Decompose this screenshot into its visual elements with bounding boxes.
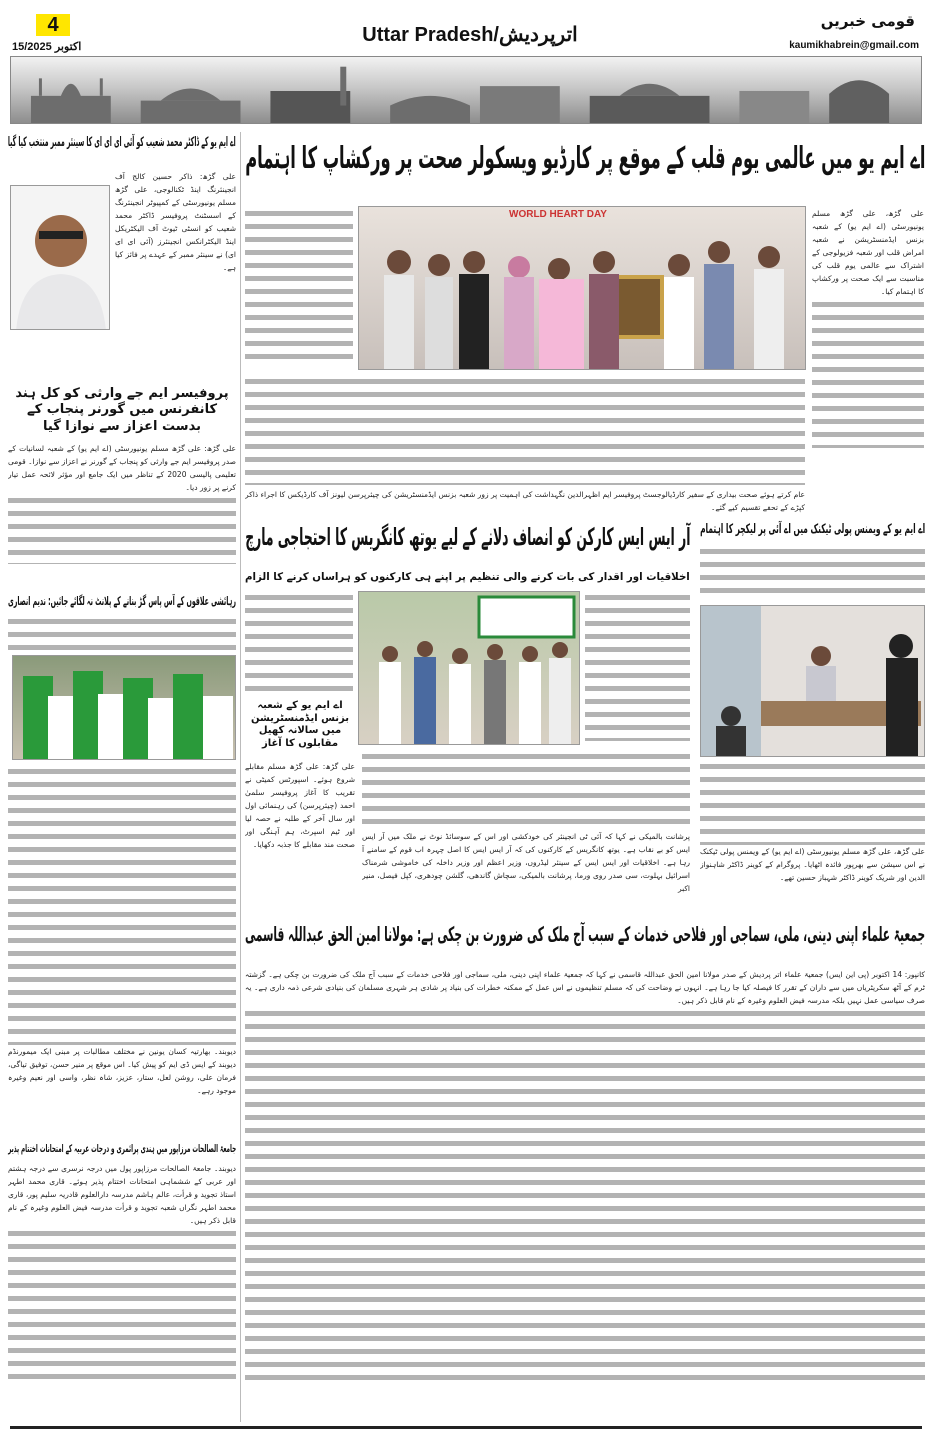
story2-headline-text: اے ایم یو کے ویمنس پولی ٹیکنک میں اے آئی پر لیکچر کا اہتمام xyxy=(699,522,925,537)
left-story4-body xyxy=(8,1162,236,1420)
story3-subheadline-text: اخلاقیات اور اقدار کی بات کرنے والی تنظیم پر اپنے ہی کارکنوں کو ہراساں کرنے کا الزام xyxy=(245,571,690,583)
story2-body xyxy=(700,760,925,915)
story3-photo xyxy=(358,591,580,745)
left-story4-text: دیوبند۔ جامعۃ الصالحات مرزاپور پول میں درجہ نرسری سے درجہ ہشتم اور عربی کے ششماہی امتحانات اختتام پذیر ہوئے۔ قاری محمد اطہر استاذ تجوید و قرأت، عالم ہاشم مدرسہ دارالعلوم قادریہ سلیم پور، قاری محمد اطہر نگراں شعبہ تجوید و قرأت مدرسہ فیض العلوم وغیرہ کے نام قابل ذکر ہیں۔ xyxy=(8,1164,236,1225)
story3-text-left xyxy=(245,591,353,695)
left-story3-text: دیوبند۔ بھارتیہ کسان یونین نے مختلف مطالبات پر مبنی ایک میمورنڈم دیوبند کے ایس ڈی ایم کو پیش کیا۔ اس موقع پر منیر حسن، توفیق تیاگی، فرمان علی، روشن لعل، ستار، عزیز، شاہ نظر، واسی اور نعیم وغیرہ موجود رہے۔ xyxy=(8,1047,236,1095)
column-divider xyxy=(240,132,241,1422)
farmers-union-photo xyxy=(12,655,236,760)
left-story4-headline-text: جامعۃ الصالحات مرزاپور میں ہندی پرائمری و درجات عربیہ کے امتحانات اختتام پذیر xyxy=(7,1143,236,1155)
left-story3-intro xyxy=(8,615,236,651)
section-title: Uttar Pradesh/اترپردیش xyxy=(362,24,578,46)
left-story2-body xyxy=(8,442,236,588)
story3-subheadline xyxy=(245,571,690,584)
doctor-portrait-photo xyxy=(10,185,110,330)
story5-body-text: کانپور: 14 اکتوبر (پی این ایس) جمعیۃ علماء اتر پردیش کے صدر مولانا امین الحق عبداللہ قاسمی نے کہا کہ جمعیۃ علماء اپنی دینی، ملی، سماجی اور فلاحی خدمات کے سبب آج ملک کی ضرورت بن چکی ہے۔ گزشتہ ٹرم کے آٹھ سکریٹریاں میں سے داران کے تقرر کا فیصلہ کیا جا رہا ہے۔ انہوں نے وضاحت کی کہ مسلم تنظیموں نے اس عمل کے ممکنہ خطرات کی بنیاد پر شادی ہر شہری مسلمان کی بنیادی شرعی ذمہ داری ہے۔ یہ صرف سیاسی عمل نہیں بلکہ مدرسہ فیض العلوم وغیرہ کے نام قابل ذکر ہیں۔ xyxy=(245,970,925,1005)
story3-body-text: پرشانت بالمیکی نے کہا کہ آئی ٹی انجینئر کی خودکشی اور اس کے سوسائڈ نوٹ نے ملک میں آر ایس ایس کو بے نقاب ہے۔ یوتھ کانگریس کے کارکنوں کی کہ آر ایس ایس کا اصل چہرہ اب قوم کے سامنے آ رہا ہے۔ اخلاقیات اور ایس ایس کے سینئر لیڈروں، وزیر اعظم اور وزیر داخلہ کی خاموشی شرمناک اسرائیل بہلوت، سی صدر روی ورما، پرشانت بالمیکی، سچاش گاندھی، گلشن چودھری، کپل فیصل، منیر اکبر xyxy=(362,832,690,893)
bottom-rule xyxy=(10,1426,922,1429)
story3-text-right xyxy=(585,591,690,741)
lead-intro xyxy=(812,207,924,507)
lead-column-text xyxy=(245,207,353,367)
story5-headline xyxy=(245,922,925,947)
lead-headline xyxy=(245,140,925,178)
story2-body-text: علی گڑھ، علی گڑھ مسلم یونیورسٹی (اے ایم یو) کے ویمنس پولی ٹیکنک نے اس سیشن سے بھرپور فائدہ اٹھایا۔ پروگرام کے کوینر ڈاکٹر شاہنواز الدین اور شریک کوینر ڈاکٹر شہباز حسین تھے۔ xyxy=(700,847,925,882)
left-story4-headline xyxy=(8,1143,236,1156)
lead-intro-text: علی گڑھ، علی گڑھ مسلم یونیورسٹی (اے ایم یو) کے شعبہ بزنس ایڈمنسٹریشن نے شعبہ امراض قلب اور شعبہ فزیولوجی کے اشتراک سے عالمی یوم قلب کی مناسبت سے ایک صحت پر ورکشاپ کا اہتمام کیا۔ xyxy=(812,209,924,296)
lead-body-last-line: عام کرتے ہوئے صحت بیداری کے سفیر کارڈیالوجسٹ پروفیسر ایم اظہرالدین نگہداشت کی اہمیت پر زور شعبہ بزنس ایڈمنسٹریشن کی چیئرپرسن لیونز آف کارڈیکس کا اجراء ذاکر کپڑے کے تحفے تقسیم کیے گئے۔ xyxy=(245,490,805,512)
monuments-banner-image xyxy=(10,56,922,124)
left-story3-body xyxy=(8,765,236,1139)
page-number: 4 xyxy=(36,14,70,36)
contact-email: kaumikhabrein@gmail.com xyxy=(789,40,919,51)
story4-body: علی گڑھ: علی گڑھ مسلم مقابلے شروع ہوئے۔ اسپورٹس کمیٹی نے تقریب کا آغاز پروفیسر سلمیٰ احمد (چیئرپرسن) کی رہنمائی اول اور سال آخر کے طلبہ نے حصہ لیا اور ٹیم اسپرٹ، ہم آہنگی اور صحت مند مقابلے کا جذبہ دکھایا۔ xyxy=(245,762,355,849)
story5-headline-text: جمعیۃ علماء اپنی دینی، ملی، سماجی اور فلاحی خدمات کے سبب آج ملک کی ضرورت بن چکی ہے: مولانا امین الحق عبداللہ قاسمی xyxy=(244,922,925,946)
lead-body-columns xyxy=(245,375,805,485)
story2-text-top xyxy=(700,545,925,600)
left-story2-text: علی گڑھ: علی گڑھ مسلم یونیورسٹی (اے ایم یو) کے شعبہ لسانیات کے صدر پروفیسر ایم جے وارثی کو پنجاب کے گورنر نے اعزاز سے نوازا۔ قومی تعلیمی پالیسی 2020 کے تناظر میں ایک جامع اور مؤثر لائحہ عمل تیار کرنے پر زور دیا۔ xyxy=(8,444,236,492)
left-story1-headline xyxy=(8,135,236,151)
lead-headline-text: اے ایم یو میں عالمی یوم قلب کے موقع پر کارڈیو ویسکولر صحت پر ورکشاپ کا اہتمام xyxy=(244,141,925,176)
story3-headline-text: آر ایس ایس کارکن کو انصاف دلانے کے لیے یوتھ کانگریس کا احتجاجی مارچ xyxy=(244,523,690,551)
story2-headline xyxy=(700,522,925,538)
left-story3-headline-text: رہائشی علاقوں کے آس پاس گڑ بنانے کے پلانٹ نہ لگائے جائیں: ندیم انصاری xyxy=(8,594,236,608)
lead-photo xyxy=(358,206,806,370)
brand-logo: قومی خبریں xyxy=(820,12,915,30)
left-story3-headline xyxy=(8,594,236,609)
left-story1-body xyxy=(115,170,236,382)
story3-headline xyxy=(245,522,690,552)
story2-photo xyxy=(700,605,925,757)
left-story1-text: علی گڑھ: ذاکر حسین کالج آف انجینئرنگ اینڈ ٹکنالوجی، علی گڑھ مسلم یونیورسٹی کے کمپیوٹر انجینئرنگ کے اسسٹنٹ پروفیسر ڈاکٹر محمد شعیب کو انسٹی ٹیوٹ آف الیکٹریکل اینڈ الیکٹرانکس انجینئرز (آئی ای ای ای) نے سینئر ممبر کے عہدے پر فائز کیا ہے۔ xyxy=(115,172,236,272)
story3-body xyxy=(362,750,690,915)
story4-headline: اے ایم یو کے شعبہ بزنس ایڈمنسٹریشن میں سالانہ کھیل مقابلوں کا آغاز xyxy=(251,700,349,749)
story5-body xyxy=(245,968,925,1420)
photo-banner-text: WORLD HEART DAY xyxy=(509,209,607,220)
issue-date: 15/اکتوبر 2025 xyxy=(12,41,82,53)
left-story2-headline: پروفیسر ایم جے وارثی کو کل ہند کانفرنس میں گورنر پنجاب کے بدست اعزاز سے نوازا گیا xyxy=(15,386,229,434)
left-story1-headline-text: اے ایم یو کے ڈاکٹر محمد شعیب کو آئی ای ای ای کا سینئر ممبر منتخب کیا گیا xyxy=(8,135,236,150)
